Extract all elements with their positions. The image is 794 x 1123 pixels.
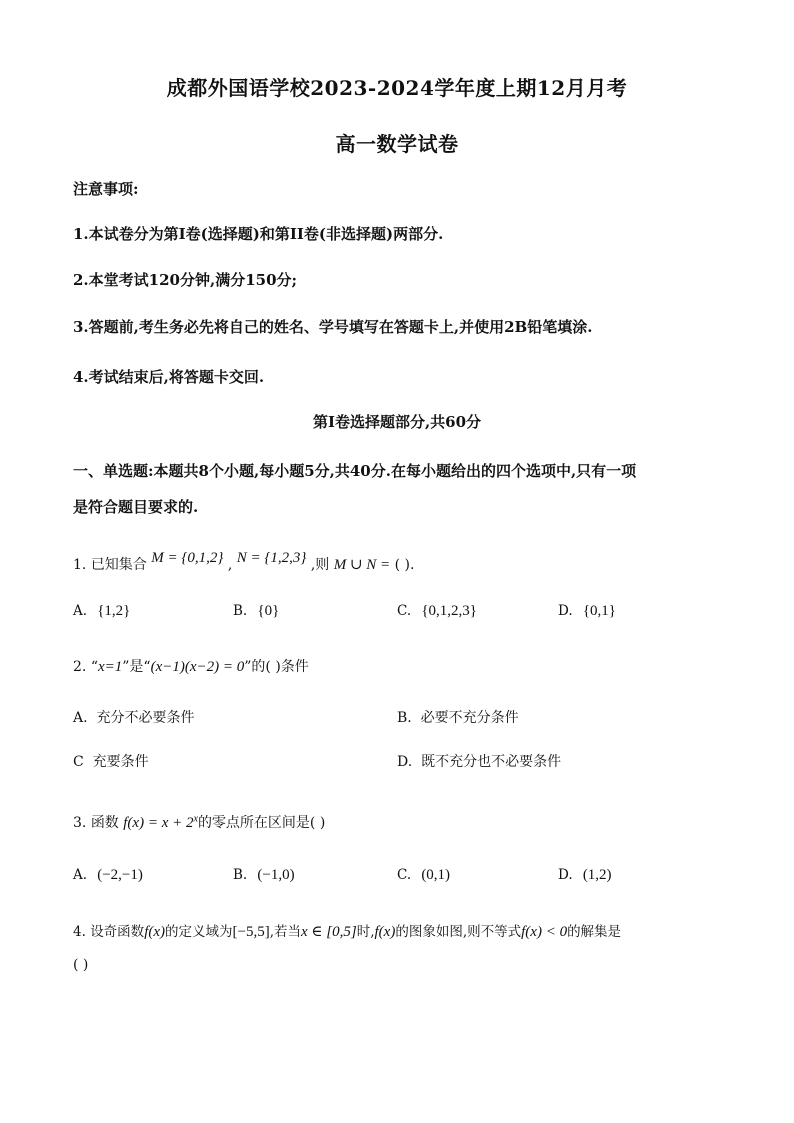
q3-option-a: A. (−2,−1) — [73, 867, 143, 883]
q4-condition: x ∈ [0,5] — [301, 924, 357, 940]
q3-exponent: x — [193, 813, 198, 825]
q2-option-a: A. 充分不必要条件 — [73, 710, 195, 726]
q4-answer-paren: ( ) — [73, 957, 89, 973]
q1-expr: M ∪ N = — [333, 557, 391, 573]
q3-expr: f(x) = x + 2 — [123, 815, 194, 831]
notes-heading: 注意事项: — [73, 180, 139, 198]
q4-domain: [−5,5] — [232, 924, 270, 940]
section1-line2: 是符合题目要求的. — [73, 498, 199, 516]
question-1 — [73, 550, 415, 574]
q1-text-b: ,则 — [310, 557, 330, 573]
q2-condition: x=1 — [97, 659, 123, 675]
q1-set-n: N = {1,2,3} — [236, 550, 307, 566]
q2-option-b: B. 必要不充分条件 — [397, 710, 519, 726]
question-4: 4. 设奇函数f(x)的定义域为[−5,5],若当x ∈ [0,5]时,f(x)的图象如图,则不等式f(x) < 0的解集是 — [73, 924, 622, 940]
note-item-2: 2.本堂考试120分钟,满分150分; — [73, 271, 298, 289]
question-3: 3. 函数 $f(x) = x + 2^x$的零点所在区间是( ) — [73, 813, 326, 831]
note-item-3: 3.答题前,考生务必先将自己的姓名、学号填写在答题卡上,并使用2B铅笔填涂. — [73, 318, 593, 336]
q4-number: 4. — [73, 924, 86, 940]
q2-expr: (x−1)(x−2) = 0 — [150, 659, 245, 675]
part1-heading: 第I卷选择题部分,共60分 — [312, 413, 482, 431]
exam-title: 成都外国语学校2023-2024学年度上期12月月考 — [166, 76, 628, 100]
q1-option-b: B. {0} — [233, 603, 280, 619]
section1-line1: 一、单选题:本题共8个小题,每小题5分,共40分.在每小题给出的四个选项中,只有一项 — [73, 462, 637, 480]
q1-paren: ( ). — [394, 557, 415, 573]
q3-option-b: B. (−1,0) — [233, 867, 295, 883]
note-item-4: 4.考试结束后,将答题卡交回. — [73, 368, 265, 386]
exam-subtitle: 高一数学试卷 — [335, 132, 459, 156]
q1-set-m: M = {0,1,2} — [151, 550, 224, 566]
note-item-1: 1.本试卷分为第I卷(选择题)和第II卷(非选择题)两部分. — [73, 225, 444, 243]
q1-comma: , — [227, 557, 233, 573]
q1-option-a: A. {1,2} — [73, 603, 131, 619]
q1-option-d: D. {0,1} — [558, 603, 616, 619]
q2-option-d: D. 既不充分也不必要条件 — [397, 754, 562, 770]
q3-number: 3. — [73, 815, 87, 831]
q2-number: 2. — [73, 659, 87, 675]
q1-option-c: C. {0,1,2,3} — [397, 603, 477, 619]
q1-text-a: 已知集合 — [90, 557, 147, 573]
q3-option-d: D. (1,2) — [558, 867, 612, 883]
q1-number: 1. — [73, 557, 87, 573]
q3-option-c: C. (0,1) — [397, 867, 451, 883]
q2-option-c: C 充要条件 — [73, 754, 149, 770]
question-2: 2. “x=1”是“(x−1)(x−2) = 0”的( )条件 — [73, 659, 309, 675]
q4-inequality: f(x) < 0 — [521, 924, 568, 940]
